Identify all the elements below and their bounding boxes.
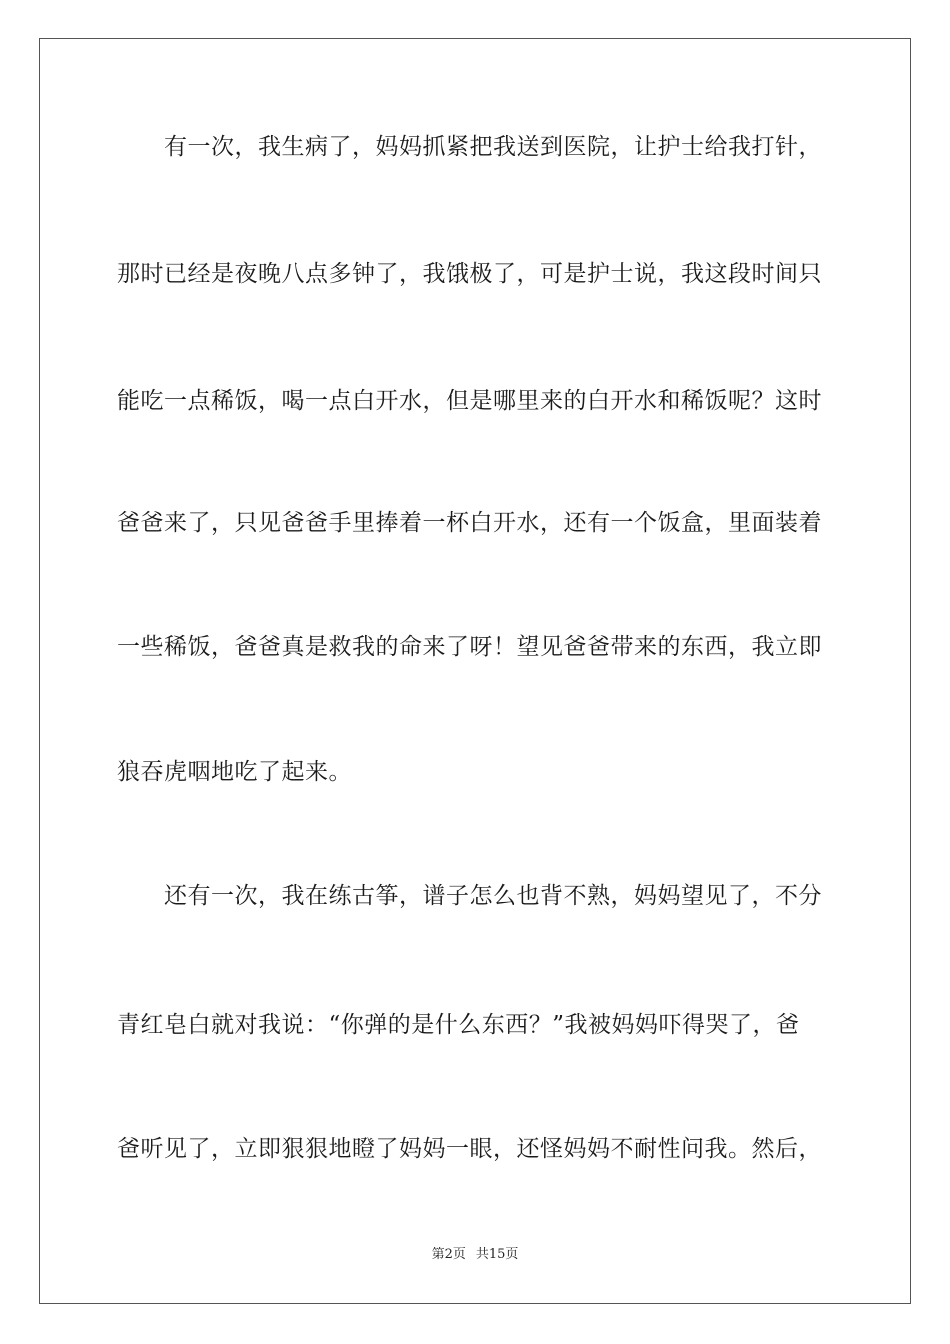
page-footer [0,1247,950,1263]
page-number: 第2页 [431,1247,466,1262]
paragraph-2-line-1: 还有一次，我在练古筝，谱子怎么也背不熟，妈妈望见了，不分 [164,883,822,909]
page-border [39,38,911,1304]
paragraph-1-line-2: 那时已经是夜晚八点多钟了，我饿极了，可是护士说，我这段时间只 [117,261,822,287]
paragraph-1-line-6: 狼吞虎咽地吃了起来。 [117,759,352,785]
paragraph-1-line-1: 有一次，我生病了，妈妈抓紧把我送到医院，让护士给我打针， [164,134,822,160]
paragraph-2-line-2: 青红皂白就对我说：“你弹的是什么东西？”我被妈妈吓得哭了，爸 [117,1012,800,1038]
paragraph-1-line-3: 能吃一点稀饭，喝一点白开水，但是哪里来的白开水和稀饭呢？这时 [117,388,822,414]
paragraph-2-line-3: 爸听见了，立即狠狠地瞪了妈妈一眼，还怪妈妈不耐性问我。然后， [117,1136,822,1162]
total-pages: 共15页 [475,1247,519,1262]
paragraph-1-line-5: 一些稀饭，爸爸真是救我的命来了呀！望见爸爸带来的东西，我立即 [117,634,822,660]
paragraph-1-line-4: 爸爸来了，只见爸爸手里捧着一杯白开水，还有一个饭盒，里面装着 [117,510,822,536]
